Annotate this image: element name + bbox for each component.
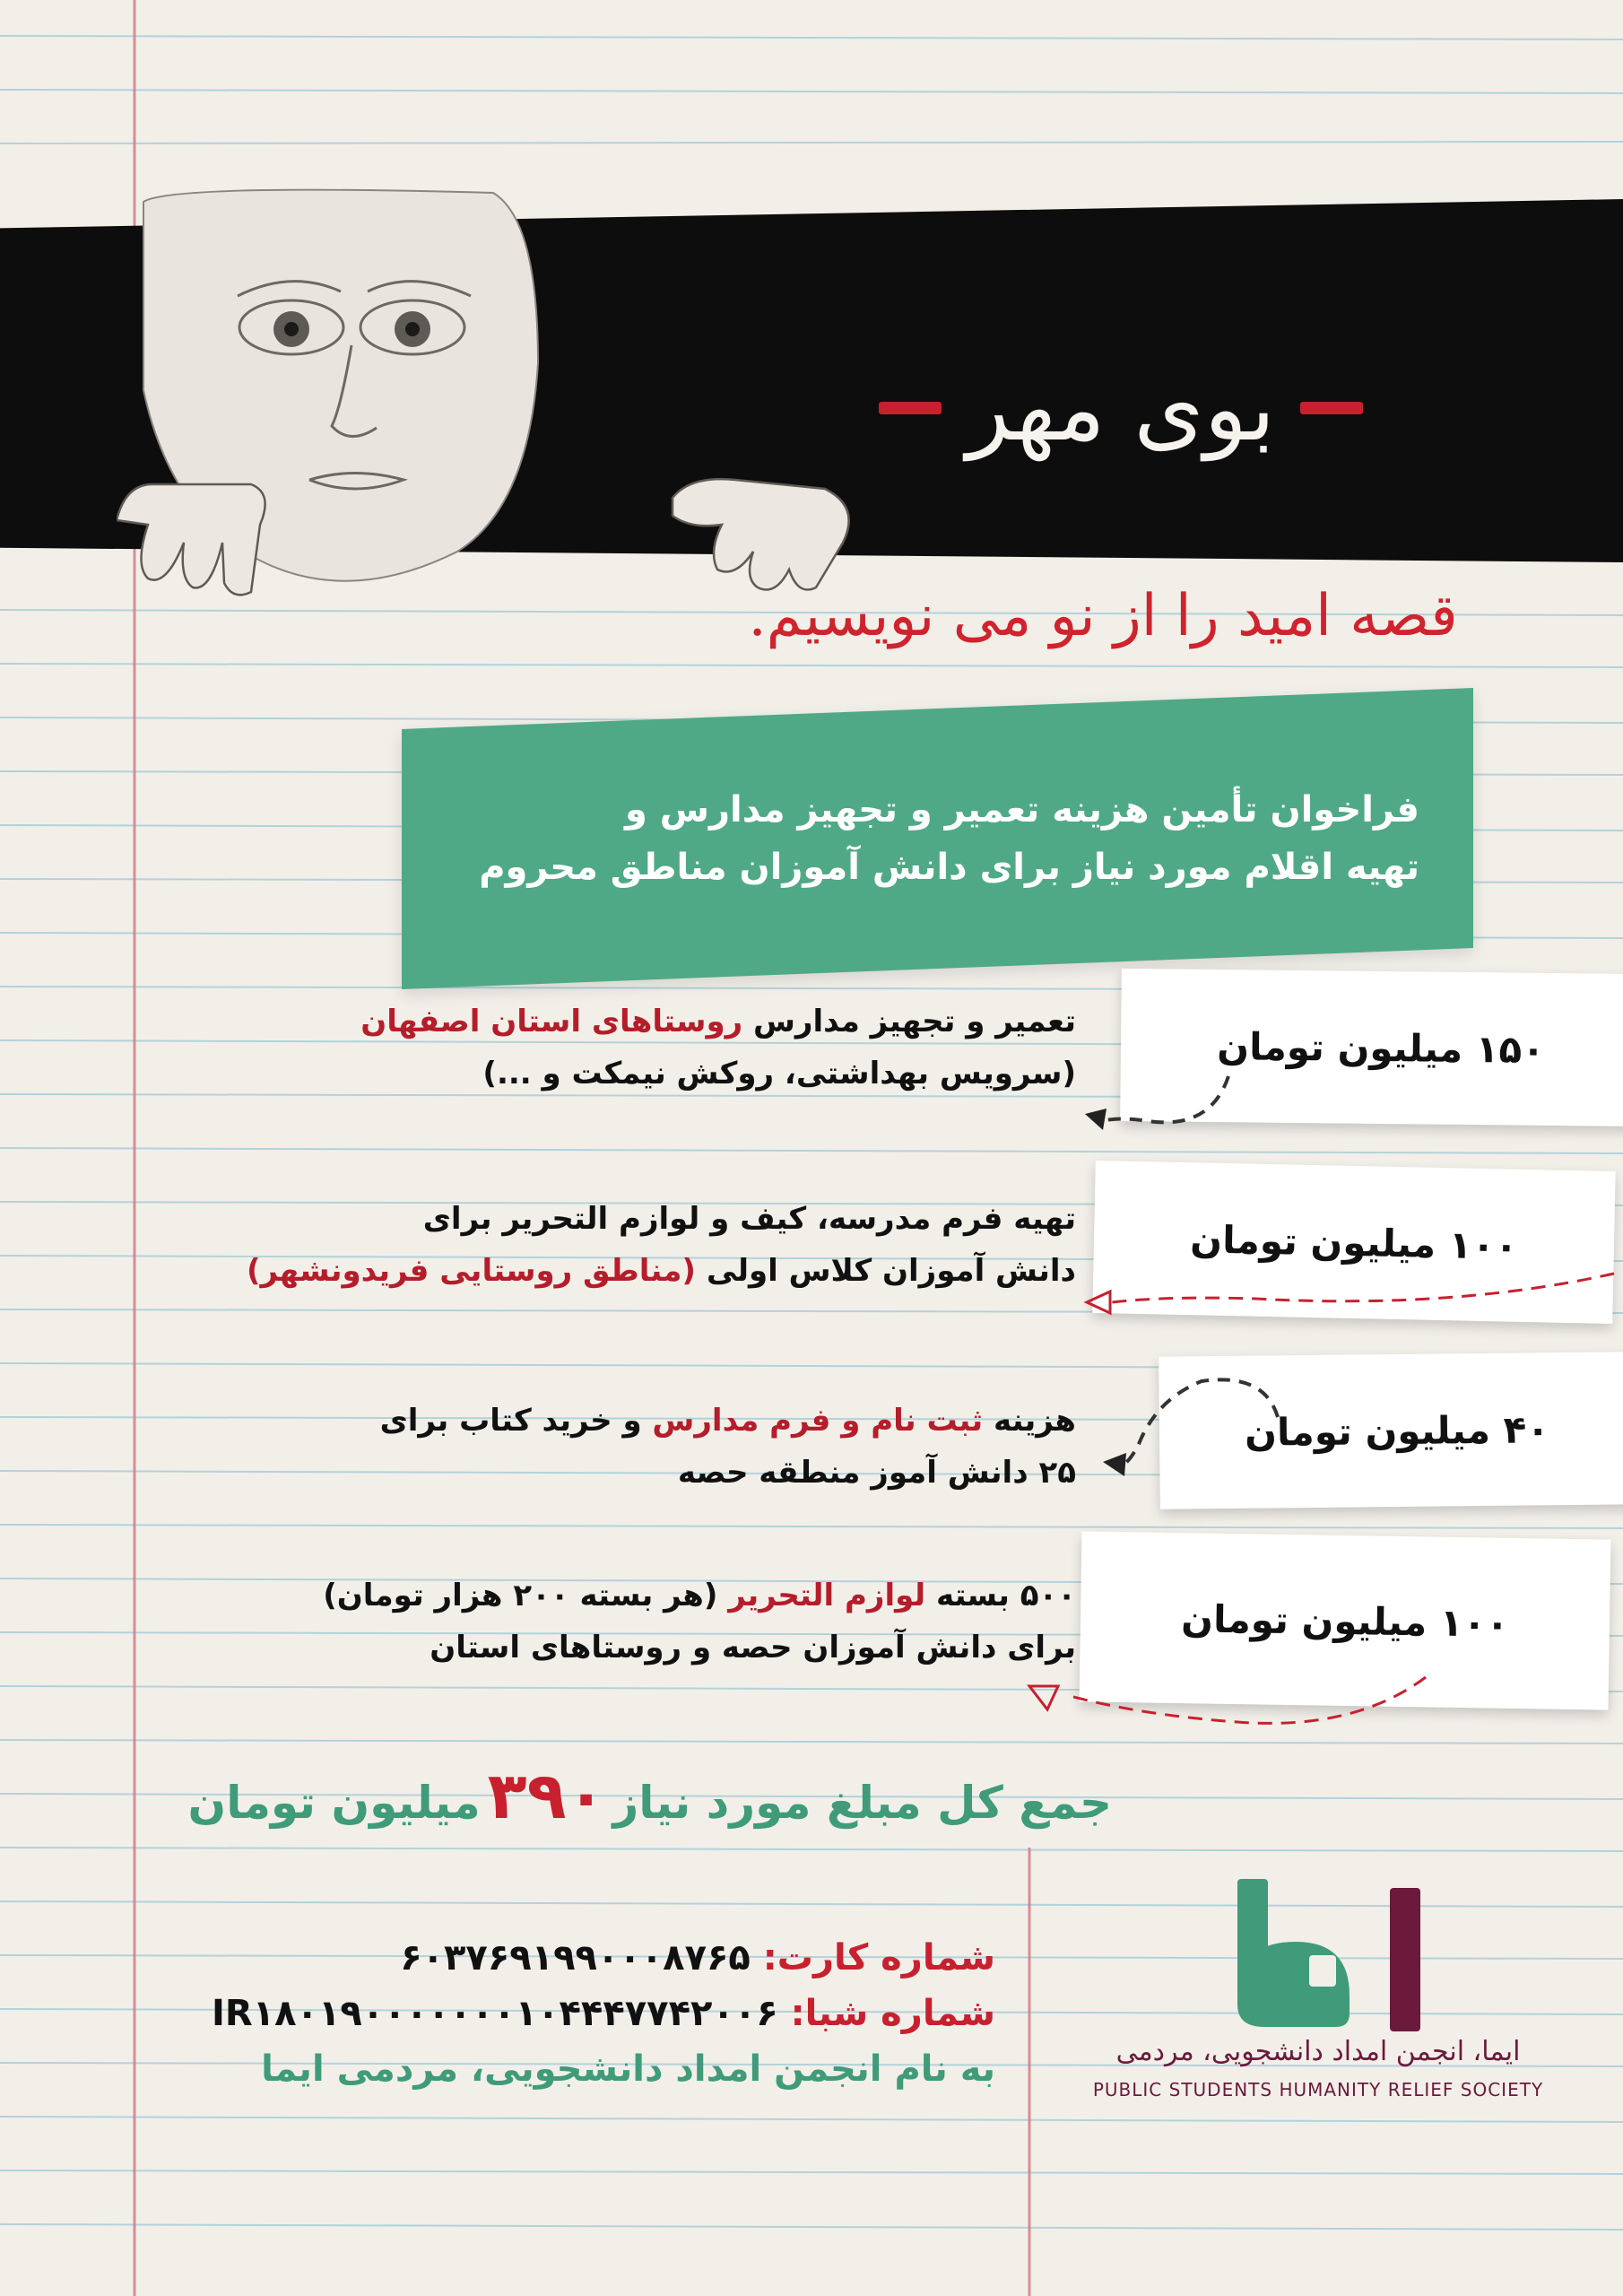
hero-subtitle: قصه امید را از نو می نویسیم. [748,583,1458,649]
item-3-amount: ۴۰ میلیون تومان [1244,1406,1550,1455]
item-4-text: ۵۰۰ بسته [925,1578,1076,1613]
item-4-highlight: لوازم التحریر [728,1578,926,1613]
title-dash-right [1300,402,1363,414]
item-3-text-b: و خرید کتاب برای [379,1403,653,1439]
item-2-dashed-arrow-icon [1076,1256,1623,1327]
callout-banner [402,688,1473,989]
item-4-text-b: (هر بسته ۲۰۰ هزار تومان) [323,1578,729,1613]
item-3-dashed-arrow-icon [1085,1363,1300,1480]
item-2-description [215,1193,1076,1297]
total-label: جمع کل مبلغ مورد نیاز [612,1777,1112,1829]
card-number-label: شماره کارت: [762,1937,995,1979]
item-4-dashed-arrow-icon [1013,1668,1435,1740]
item-1-highlight: روستاهای استان اصفهان [360,1004,743,1039]
card-number-line [206,1937,995,1979]
logo-name-en: PUBLIC STUDENTS HUMANITY RELIEF SOCIETY [1092,2079,1544,2100]
item-2-text-b: دانش آموزان کلاس اولی [695,1253,1076,1289]
sheba-number: IR۱۸۰۱۹۰۰۰۰۰۰۰۱۰۴۴۴۷۷۴۲۰۰۶ [212,1993,778,2034]
hero-title: بوی مهر [966,355,1276,461]
item-3-detail: ۲۵ دانش آموز منطقه حصه [677,1455,1076,1491]
item-4-description [215,1570,1076,1674]
ima-logo-icon [1103,1879,1569,2112]
hero-title-group [834,354,1408,462]
sheba-number-line [206,1993,995,2034]
item-1-dashed-arrow-icon [1076,1067,1255,1139]
item-3-highlight: ثبت نام و فرم مدارس [652,1403,984,1439]
item-2-highlight: (مناطق روستایی فریدونشهر) [246,1253,696,1289]
callout-line-1: فراخوان تأمین هزینه تعمیر و تجهیز مدارس و [625,789,1419,831]
item-1-description [215,996,1076,1100]
logo-name-fa: ایما، انجمن امداد دانشجویی، مردمی [1115,2036,1521,2067]
callout-line-2: تهیه اقلام مورد نیاز برای دانش آموزان مناطق محروم [479,847,1419,888]
total-unit: میلیون تومان [187,1777,481,1829]
item-4-detail: برای دانش آموزان حصه و روستاهای استان [430,1630,1076,1665]
item-3-text: هزینه [983,1403,1076,1439]
item-2-text: تهیه فرم مدرسه، کیف و لوازم التحریر برای [422,1201,1076,1237]
item-2-amount: ۱۰۰ میلیون تومان [1189,1216,1519,1268]
title-dash-left [879,402,942,414]
sheba-label: شماره شبا: [790,1993,995,2034]
item-1-text: تعمیر و تجهیز مدارس [742,1004,1076,1039]
account-name: به نام انجمن امداد دانشجویی، مردمی ایما [261,2048,995,2090]
item-3-description [215,1395,1076,1499]
total-amount-line [179,1758,1112,1833]
item-4-amount: ۱۰۰ میلیون تومان [1180,1596,1510,1646]
item-1-detail: (سرویس بهداشتی، روکش نیمکت و ...) [482,1056,1076,1091]
item-1-amount: ۱۵۰ میلیون تومان [1217,1023,1545,1072]
total-amount: ۳۹۰ [487,1758,606,1833]
child-illustration [117,184,870,605]
card-number: ۶۰۳۷۶۹۱۹۹۰۰۰۸۷۶۵ [400,1937,751,1979]
